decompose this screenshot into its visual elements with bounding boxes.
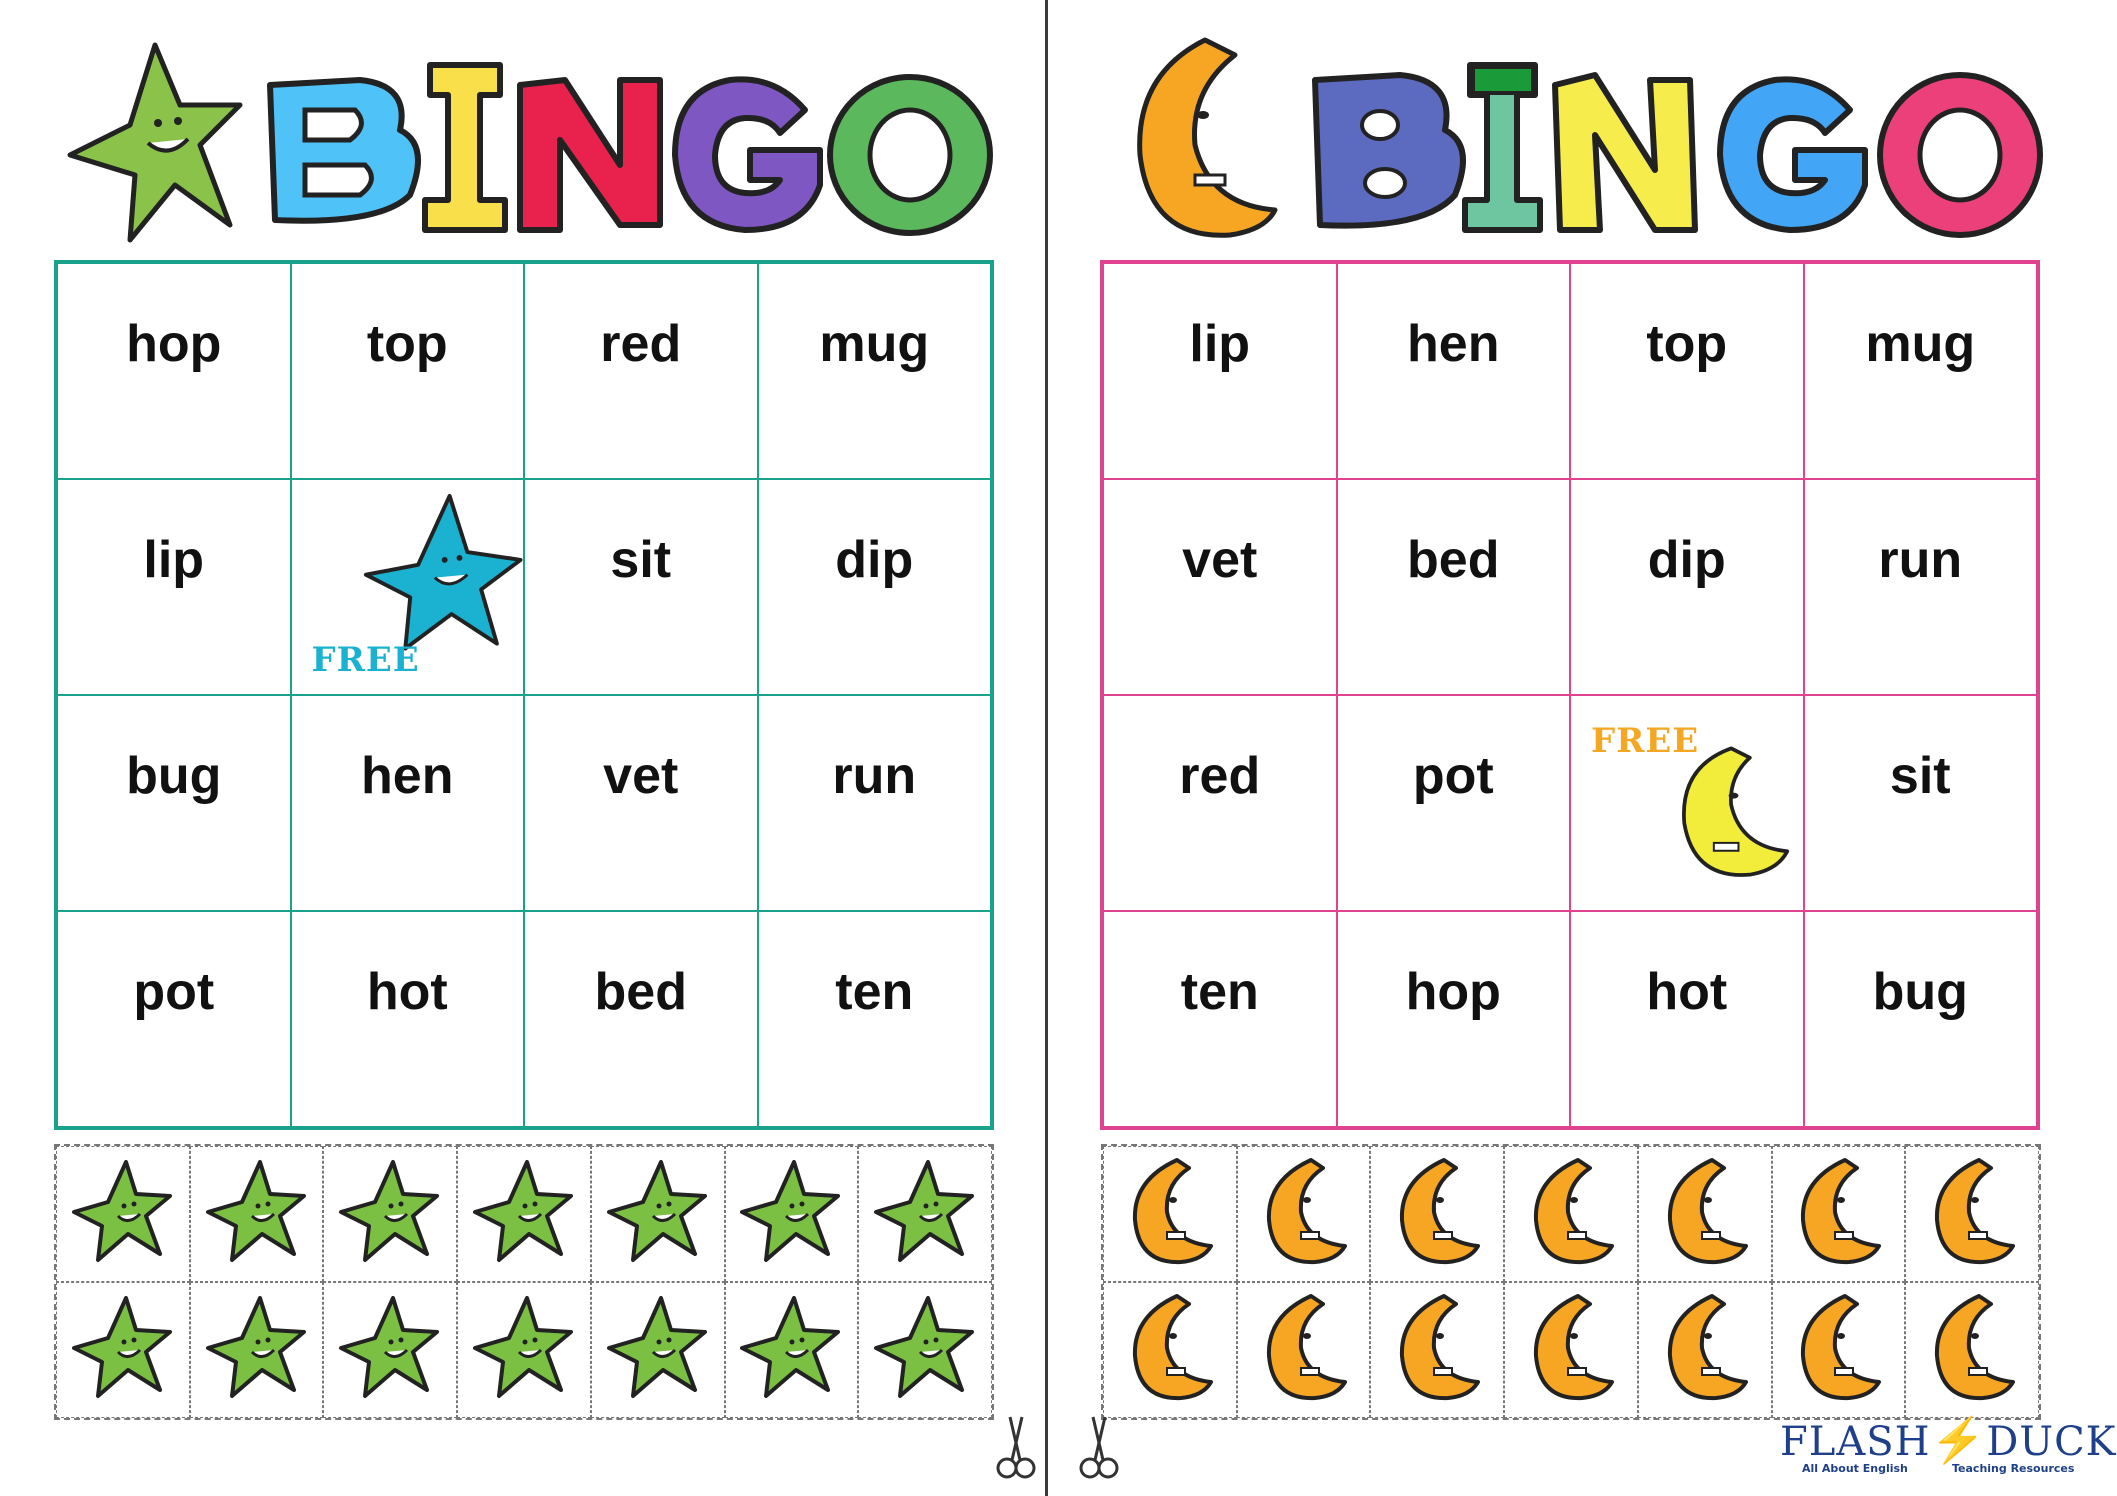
letter-o — [830, 77, 990, 233]
cell-word: bed — [594, 963, 687, 1021]
bingo-cell[interactable] — [1804, 263, 2038, 479]
cutout-token[interactable] — [1905, 1282, 2039, 1418]
bingo-cell[interactable] — [291, 263, 525, 479]
bingo-cell[interactable] — [1103, 263, 1337, 479]
bingo-cell[interactable] — [524, 911, 758, 1127]
cutout-token[interactable] — [190, 1146, 324, 1282]
cell-word: hot — [1646, 963, 1728, 1021]
cell-word: lip — [143, 531, 205, 589]
cutout-token[interactable] — [1772, 1146, 1906, 1282]
cell-word: lip — [1189, 315, 1251, 373]
cutout-token[interactable] — [1905, 1146, 2039, 1282]
letter-i — [425, 65, 505, 230]
cutout-token[interactable] — [1103, 1282, 1237, 1418]
cell-word: hop — [1405, 963, 1501, 1021]
free-label: FREE — [1591, 721, 1700, 761]
bingo-cell[interactable] — [1103, 911, 1337, 1127]
star-character-icon — [202, 1154, 312, 1274]
cutout-token[interactable] — [1504, 1146, 1638, 1282]
moon-mascot-icon — [1140, 40, 1275, 235]
cutout-token[interactable] — [1772, 1282, 1906, 1418]
moon-character-icon — [1249, 1154, 1359, 1274]
cutout-token[interactable] — [1504, 1282, 1638, 1418]
cell-word: sit — [1889, 747, 1951, 805]
cell-word: red — [600, 315, 682, 373]
cell-word: top — [1646, 315, 1728, 373]
star-character-icon — [68, 1290, 178, 1410]
moon-character-icon — [1382, 1154, 1492, 1274]
bingo-cell[interactable] — [758, 911, 992, 1127]
lightning-bolt-icon: ⚡ — [1930, 1415, 1987, 1466]
moon-character-icon — [1516, 1154, 1626, 1274]
cell-word: pot — [1412, 747, 1494, 805]
bingo-title-art — [1115, 35, 2055, 250]
bingo-cell[interactable] — [524, 263, 758, 479]
cutout-token[interactable] — [56, 1146, 190, 1282]
bingo-cell[interactable] — [57, 263, 291, 479]
scissors-icon — [992, 1412, 1040, 1482]
moon-character-icon — [1650, 1290, 1760, 1410]
star-character-icon — [870, 1290, 980, 1410]
star-character-icon — [870, 1154, 980, 1274]
star-character-icon — [603, 1290, 713, 1410]
cutout-token[interactable] — [457, 1282, 591, 1418]
cell-word: bed — [1407, 531, 1500, 589]
cell-word: run — [832, 747, 917, 805]
bingo-cell[interactable] — [758, 695, 992, 911]
cutout-token[interactable] — [1638, 1146, 1772, 1282]
bingo-board-star — [0, 0, 1045, 1496]
moon-character-icon — [1783, 1290, 1893, 1410]
moon-character-icon — [1115, 1290, 1225, 1410]
cell-word: pot — [133, 963, 215, 1021]
bingo-grid — [54, 260, 994, 1130]
cell-word: hot — [366, 963, 448, 1021]
moon-character-icon — [1917, 1290, 2027, 1410]
cell-word: ten — [1180, 963, 1259, 1021]
cutout-token[interactable] — [858, 1282, 992, 1418]
cutout-token[interactable] — [1370, 1282, 1504, 1418]
bingo-cell[interactable] — [1103, 695, 1337, 911]
bingo-cell[interactable] — [1337, 695, 1571, 911]
bingo-cell[interactable] — [291, 911, 525, 1127]
cutout-token[interactable] — [858, 1146, 992, 1282]
star-mascot-icon — [70, 45, 240, 240]
cell-word: red — [1179, 747, 1261, 805]
cell-word: bug — [126, 747, 222, 805]
cutout-token[interactable] — [457, 1146, 591, 1282]
bingo-cell[interactable] — [57, 479, 291, 695]
cutout-token[interactable] — [591, 1146, 725, 1282]
logo-name-left: FLASH — [1780, 1419, 1931, 1465]
letter-n — [1555, 75, 1695, 230]
star-character-icon — [736, 1154, 846, 1274]
star-character-icon — [68, 1154, 178, 1274]
bingo-cell[interactable] — [524, 695, 758, 911]
star-character-icon — [335, 1290, 445, 1410]
bingo-cell[interactable] — [524, 479, 758, 695]
cell-word: mug — [1865, 315, 1976, 373]
letter-i — [1465, 65, 1540, 230]
cutout-token[interactable] — [725, 1146, 859, 1282]
bingo-cell[interactable] — [758, 263, 992, 479]
letter-b — [270, 80, 418, 221]
cell-word: hen — [1407, 315, 1500, 373]
star-character-icon — [736, 1290, 846, 1410]
cell-word: mug — [819, 315, 930, 373]
cutout-tokens-moon — [1101, 1144, 2041, 1420]
cutout-tokens-star — [54, 1144, 994, 1420]
cell-word: run — [1878, 531, 1963, 589]
cell-word: bug — [1872, 963, 1968, 1021]
free-space-cell[interactable] — [1570, 695, 1804, 911]
cell-word: hop — [126, 315, 222, 373]
bingo-cell[interactable] — [1337, 263, 1571, 479]
bingo-cell[interactable] — [1804, 479, 2038, 695]
cutout-token[interactable] — [591, 1282, 725, 1418]
bingo-cell[interactable] — [1570, 911, 1804, 1127]
cutout-token[interactable] — [56, 1282, 190, 1418]
cutout-token[interactable] — [1103, 1146, 1237, 1282]
bingo-cell[interactable] — [1804, 911, 2038, 1127]
moon-character-icon — [1115, 1154, 1225, 1274]
logo-name-right: DUCK — [1986, 1419, 2117, 1465]
moon-character-icon — [1249, 1290, 1359, 1410]
cutout-token[interactable] — [190, 1282, 324, 1418]
star-character-icon — [603, 1154, 713, 1274]
bingo-cell[interactable] — [1570, 479, 1804, 695]
bingo-cell[interactable] — [1337, 911, 1571, 1127]
letter-o — [1880, 75, 2040, 235]
cell-word: dip — [835, 531, 914, 589]
cutout-token[interactable] — [1370, 1146, 1504, 1282]
bingo-cell[interactable] — [758, 479, 992, 695]
cutout-token[interactable] — [323, 1282, 457, 1418]
bingo-board-moon — [1045, 0, 2117, 1496]
free-label: FREE — [311, 640, 420, 680]
moon-character-icon — [1917, 1154, 2027, 1274]
cutout-token[interactable] — [1237, 1282, 1371, 1418]
bingo-title-moon — [1115, 35, 2055, 250]
cutout-token[interactable] — [1237, 1146, 1371, 1282]
letter-n — [520, 80, 660, 230]
scissors-icon — [1075, 1412, 1123, 1482]
logo-tagline-right: Teaching Resources — [1952, 1462, 2075, 1475]
moon-character-icon — [1783, 1154, 1893, 1274]
star-character-icon — [202, 1290, 312, 1410]
star-character-icon — [335, 1154, 445, 1274]
cutout-token[interactable] — [323, 1146, 457, 1282]
bingo-title-star — [60, 35, 1000, 250]
flash-duck-logo — [1780, 1414, 2117, 1484]
cutout-token[interactable] — [1638, 1282, 1772, 1418]
bingo-grid — [1100, 260, 2040, 1130]
cell-word: sit — [610, 531, 672, 589]
cell-word: vet — [1182, 531, 1258, 589]
cell-word: dip — [1647, 531, 1726, 589]
moon-character-icon — [1650, 1154, 1760, 1274]
star-character-icon — [469, 1290, 579, 1410]
bingo-cell[interactable] — [291, 695, 525, 911]
cutout-token[interactable] — [725, 1282, 859, 1418]
cell-word: hen — [361, 747, 454, 805]
moon-character-icon — [1382, 1290, 1492, 1410]
cell-word: vet — [603, 747, 679, 805]
cell-word: top — [366, 315, 448, 373]
moon-character-icon — [1516, 1290, 1626, 1410]
bingo-cell[interactable] — [1103, 479, 1337, 695]
free-space-cell[interactable] — [291, 479, 525, 695]
logo-tagline-left: All About English — [1802, 1462, 1908, 1475]
letter-b — [1315, 75, 1463, 226]
star-character-icon — [469, 1154, 579, 1274]
bingo-cell[interactable] — [57, 911, 291, 1127]
bingo-cell[interactable] — [57, 695, 291, 911]
bingo-cell[interactable] — [1570, 263, 1804, 479]
letter-g — [675, 79, 820, 230]
cell-word: ten — [835, 963, 914, 1021]
bingo-cell[interactable] — [1337, 479, 1571, 695]
bingo-cell[interactable] — [1804, 695, 2038, 911]
letter-g — [1720, 79, 1865, 230]
bingo-title-art — [60, 35, 1000, 250]
